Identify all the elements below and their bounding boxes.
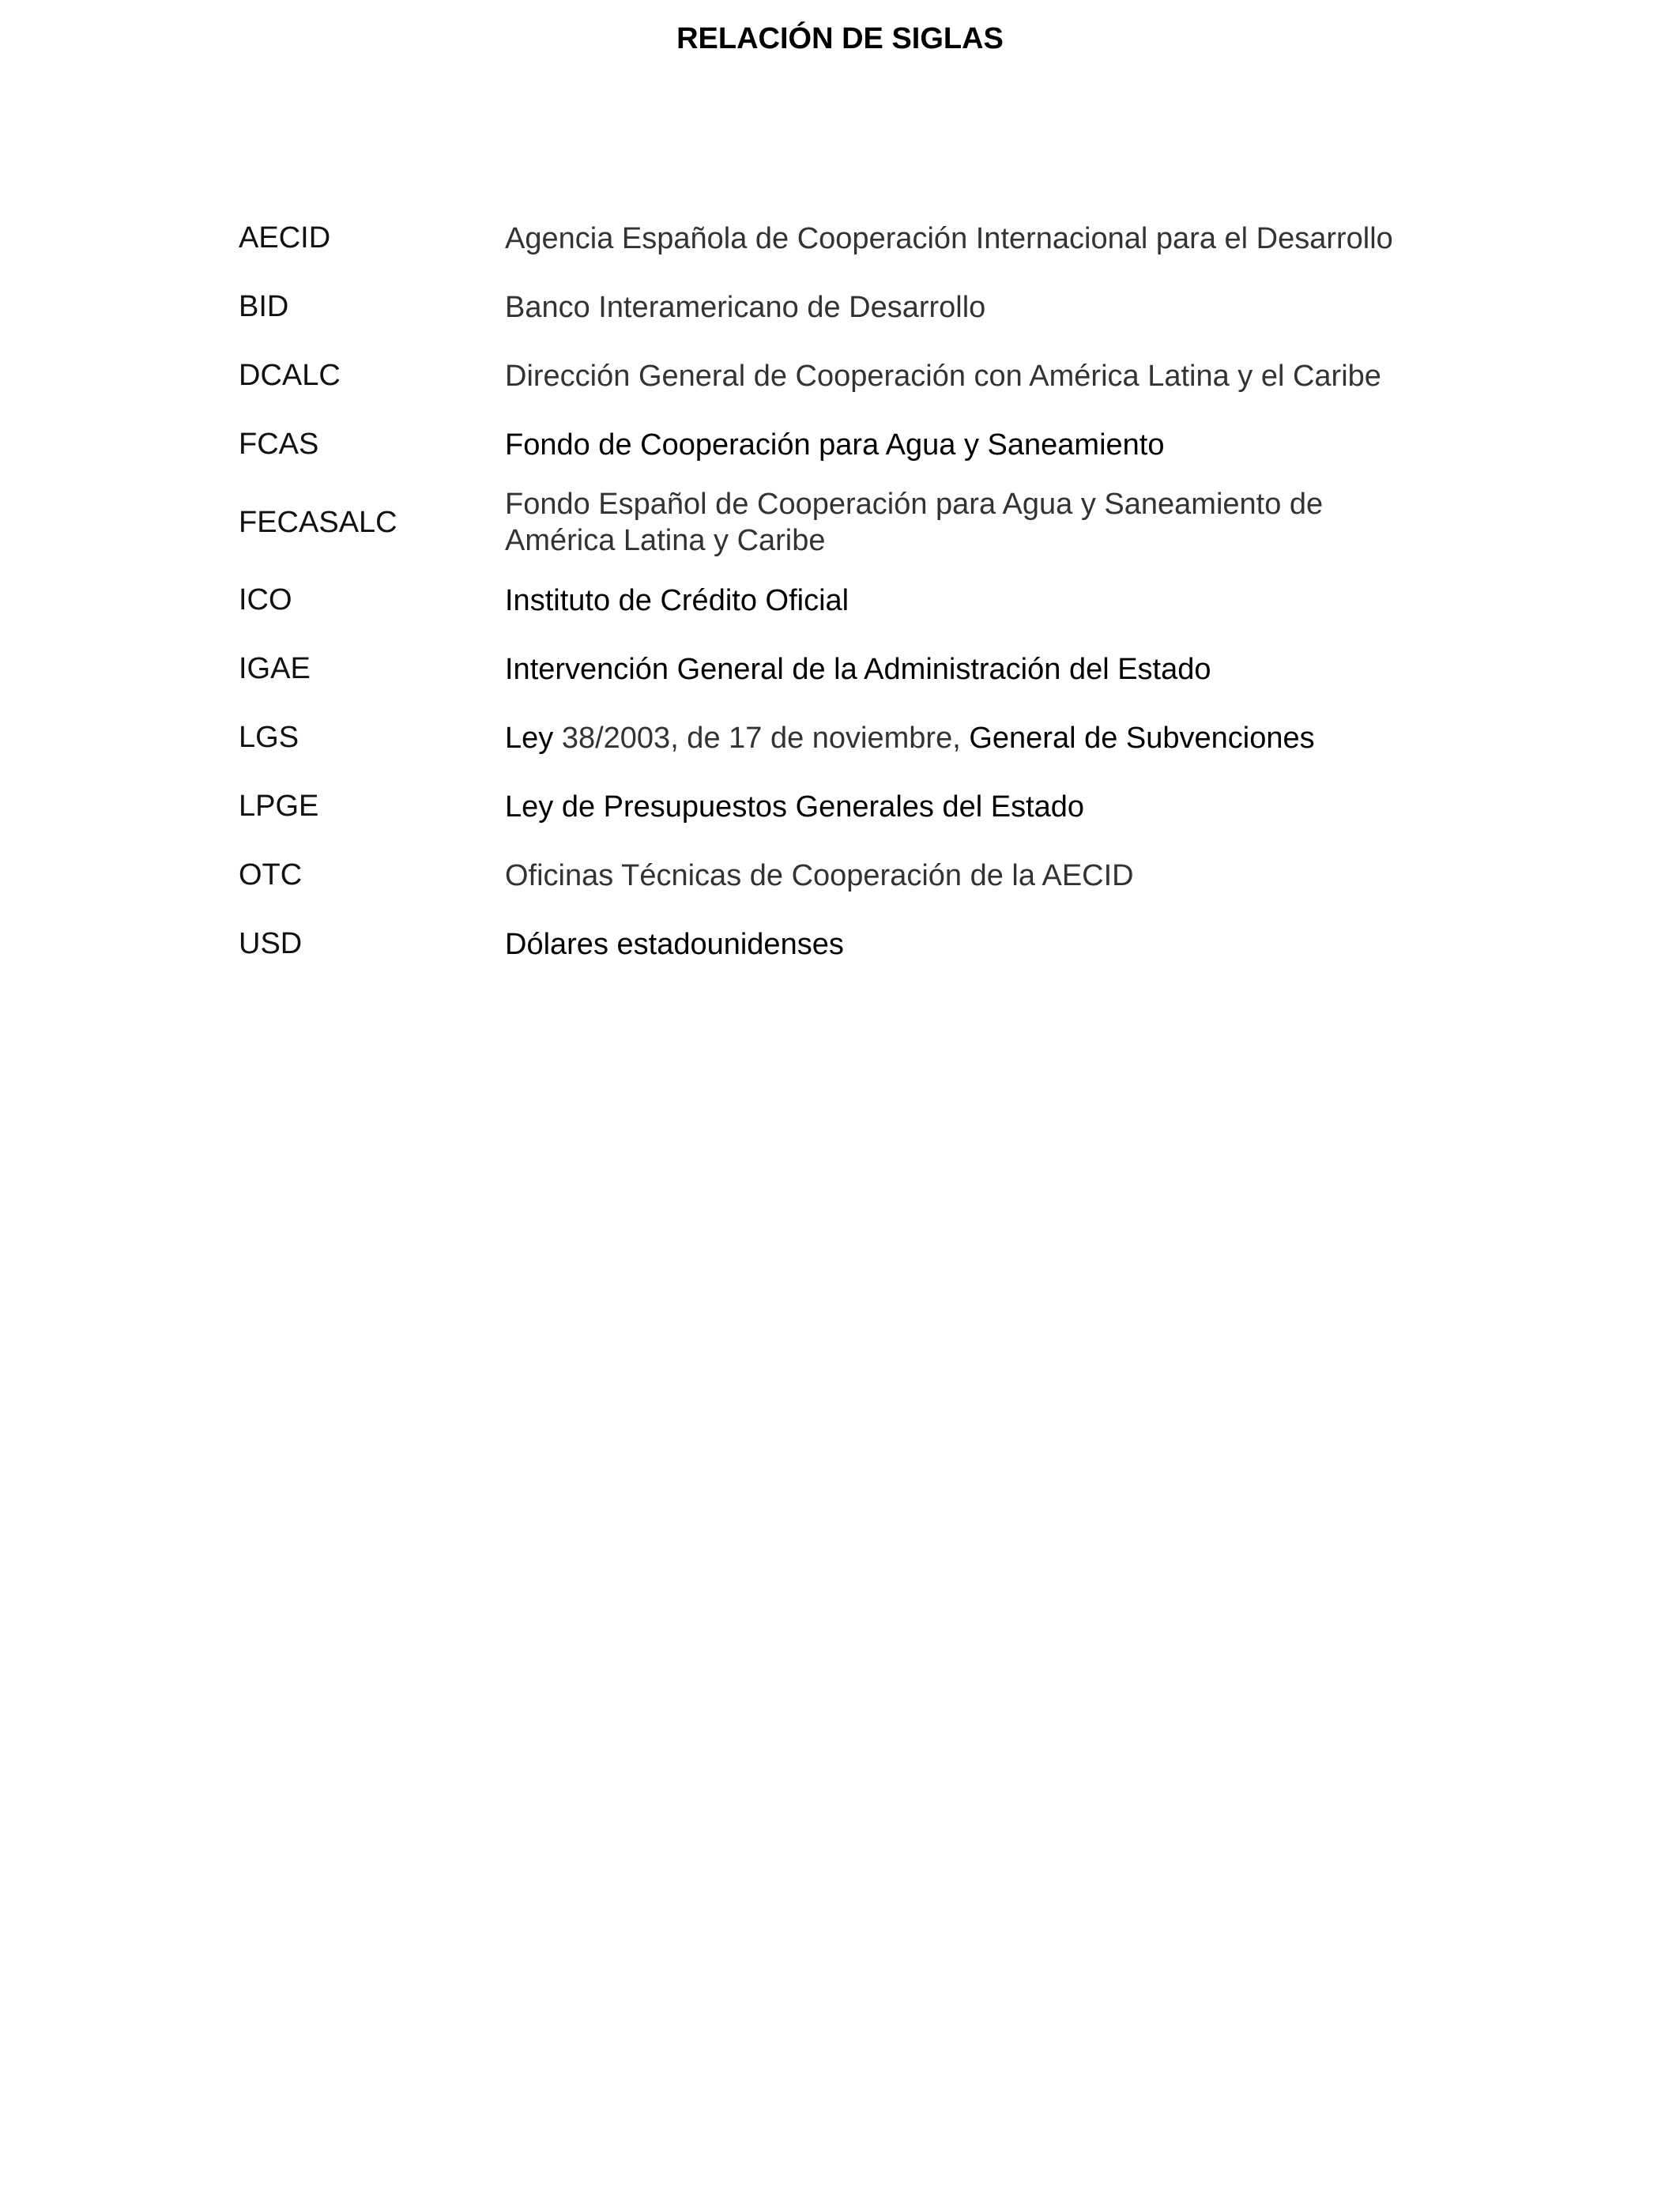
table-row [239, 910, 1456, 978]
acronym: LPGE [239, 790, 319, 823]
table-row [239, 772, 1456, 841]
acronym-definition: Intervención General de la Administración del Estado [505, 652, 1211, 686]
table-row [239, 341, 1456, 410]
acronym: USD [239, 927, 303, 960]
acronym-table [239, 204, 1456, 978]
acronym-definition: Dólares estadounidenses [505, 927, 844, 961]
acronym-definition: Banco Interamericano de Desarrollo [505, 290, 986, 324]
acronym-definition [505, 479, 1456, 566]
definition-segment: 38/2003, de 17 de noviembre, [561, 721, 970, 755]
table-row [239, 841, 1456, 910]
acronym-definition: Fondo de Cooperación para Agua y Saneamiento [505, 428, 1165, 462]
acronym-definition: Agencia Española de Cooperación Internacional para el Desarrollo [505, 221, 1393, 255]
table-row [239, 635, 1456, 703]
acronym-definition: Dirección General de Cooperación con América Latina y el Caribe [505, 359, 1381, 393]
acronym: OTC [239, 858, 303, 892]
acronym: BID [239, 290, 289, 323]
acronym: FECASALC [239, 505, 397, 539]
table-row [239, 479, 1456, 566]
table-row [239, 273, 1456, 341]
acronym: AECID [239, 221, 331, 254]
definition-line: Fondo Español de Cooperación para Agua y Saneamiento de [505, 488, 1324, 521]
definition-line: América Latina y Caribe [505, 524, 826, 557]
table-row [239, 566, 1456, 635]
page-title: RELACIÓN DE SIGLAS [676, 22, 1004, 55]
acronym: LGS [239, 721, 299, 754]
acronym-definition: Oficinas Técnicas de Cooperación de la AECID [505, 858, 1134, 892]
acronym-definition: Ley de Presupuestos Generales del Estado [505, 790, 1085, 824]
acronym: DCALC [239, 359, 341, 392]
acronym-definition [505, 703, 1456, 772]
definition-segment: Ley [505, 721, 562, 755]
acronym: ICO [239, 583, 292, 616]
acronym: FCAS [239, 428, 319, 461]
acronym-definition: Instituto de Crédito Oficial [505, 583, 849, 617]
acronym: IGAE [239, 652, 311, 685]
definition-segment: General de Subvenciones [969, 721, 1315, 755]
table-row [239, 204, 1456, 273]
table-row [239, 703, 1456, 772]
table-row [239, 410, 1456, 479]
